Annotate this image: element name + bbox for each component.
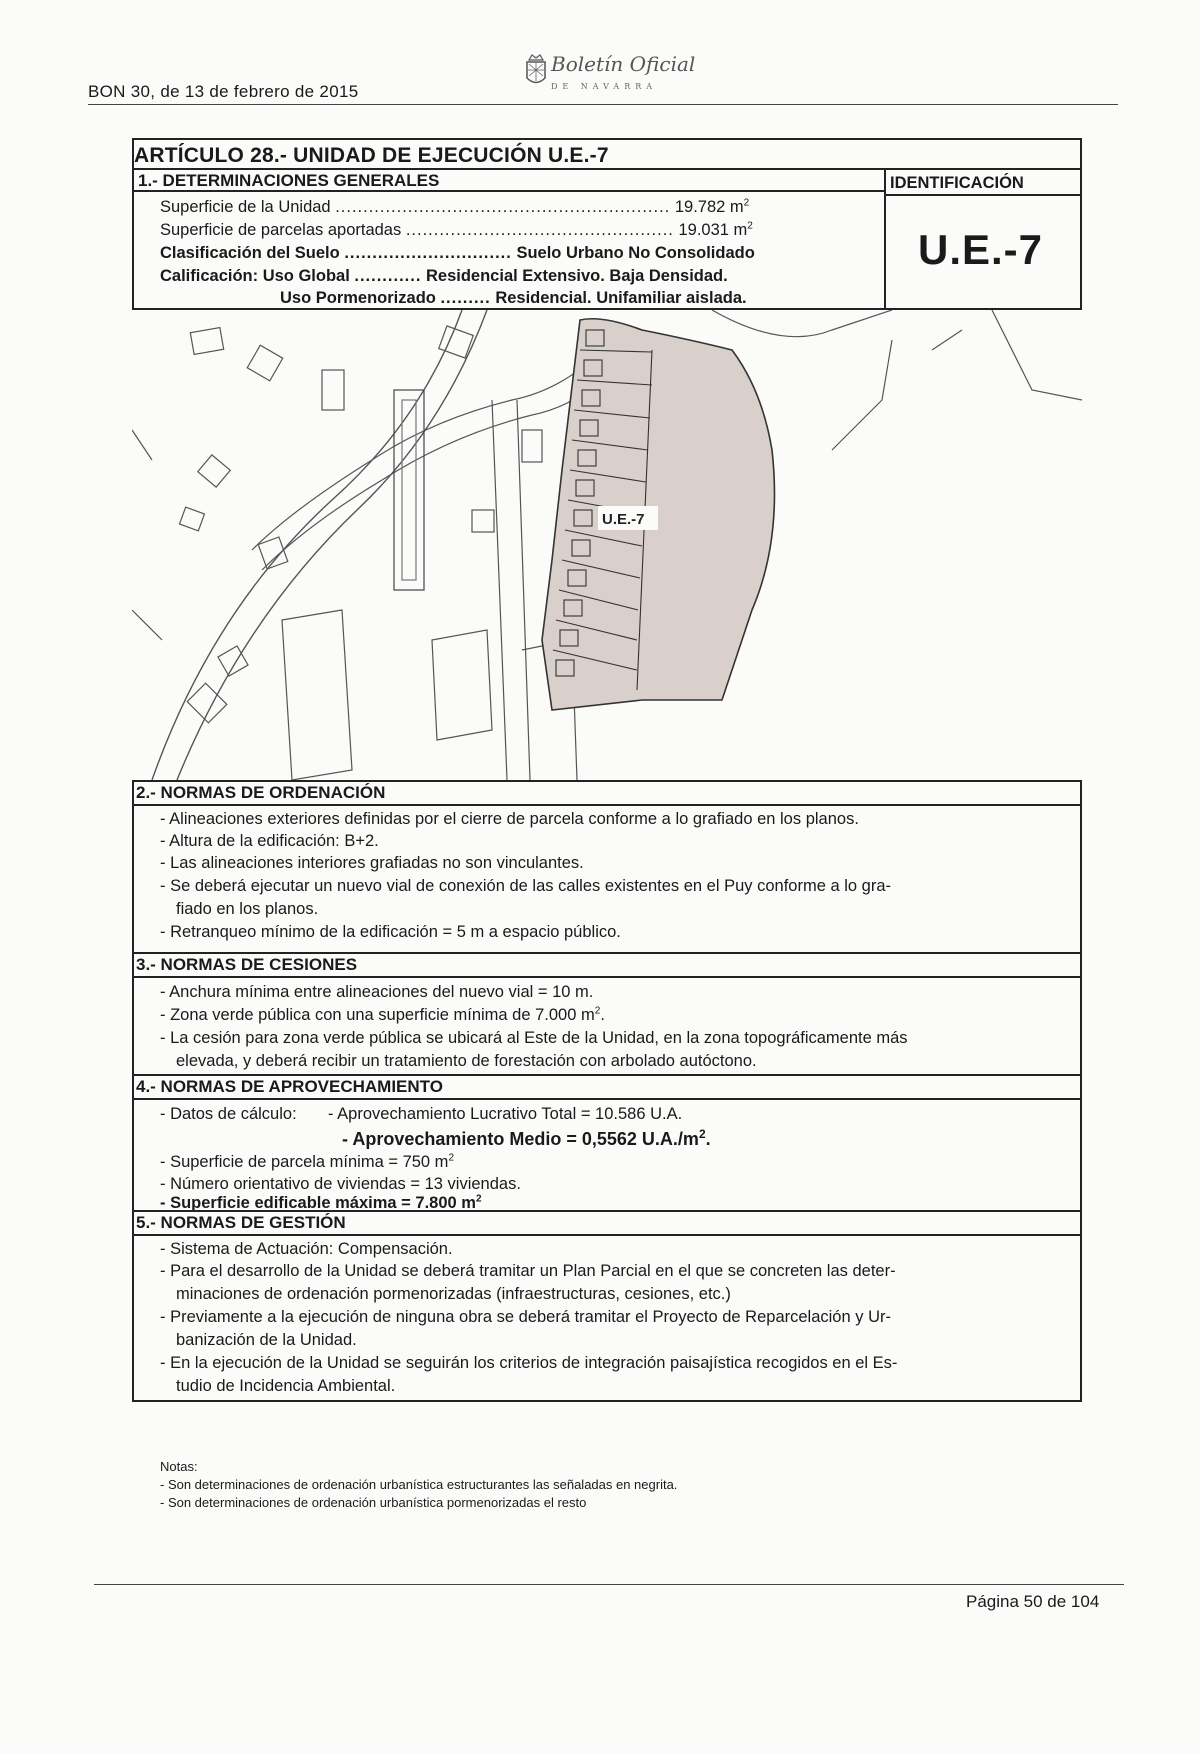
calc-total: - Aprovechamiento Lucrativo Total = 10.586 U.A. [328, 1105, 683, 1123]
section3-line [160, 1006, 605, 1025]
site-plan-drawing [132, 310, 1082, 780]
section3-line-text: - Zona verde pública con una superficie mínima de 7.000 m [160, 1006, 595, 1024]
superscript: 2 [743, 197, 750, 209]
soil-class-value: Suelo Urbano No Consolidado [516, 244, 755, 262]
calc-label: - Datos de cálculo: [160, 1105, 297, 1123]
max-buildable-text: - Superficie edificable máxima = 7.800 m [160, 1194, 476, 1212]
notes [160, 1458, 677, 1512]
parcel-min [160, 1153, 454, 1172]
surface-label: Superficie de la Unidad [160, 198, 331, 216]
superscript: 2 [747, 220, 753, 232]
leader-dots: .............................. [344, 244, 512, 262]
ue7-area [542, 319, 775, 710]
note-line: - Son determinaciones de ordenación urbanística estructurantes las señaladas en negrita. [160, 1477, 678, 1492]
detailed-use-label: Uso Pormenorizado [280, 289, 436, 307]
detailed-use-row [280, 289, 747, 308]
detailed-use-value: Residencial. Unifamiliar aislada. [495, 289, 747, 307]
section2-line: fiado en los planos. [176, 900, 319, 918]
leader-dots: ............ [354, 267, 422, 285]
section5-line: - Sistema de Actuación: Compensación. [160, 1240, 453, 1258]
section4-title-rule [132, 1098, 1082, 1100]
section2-line: - Altura de la edificación: B+2. [160, 832, 379, 850]
section5-title: 5.- NORMAS DE GESTIÓN [136, 1213, 346, 1232]
section5-title-rule [132, 1234, 1082, 1236]
bulletin-masthead [525, 48, 696, 104]
identification-label: IDENTIFICACIÓN [890, 174, 1024, 192]
notes-title: Notas: [160, 1459, 198, 1474]
surface-value: 19.782 m [674, 198, 744, 216]
leader-dots: ............................................................ [335, 198, 671, 216]
section5-line: - Para el desarrollo de la Unidad se deberá tramitar un Plan Parcial en el que se concreten las deter- [160, 1262, 896, 1280]
global-use-value: Residencial Extensivo. Baja Densidad. [426, 267, 728, 285]
section5-line: - En la ejecución de la Unidad se seguirán los criterios de integración paisajística recogidos en el Es- [160, 1354, 898, 1372]
masthead-subtitle: DE NAVARRA [551, 82, 658, 91]
section5-frame [132, 1210, 1082, 1402]
section3-line: - Anchura mínima entre alineaciones del nuevo vial = 10 m. [160, 983, 594, 1001]
leader-dots: ................................................ [405, 221, 674, 239]
identification-rule [884, 194, 1082, 196]
footer-rule [94, 1584, 1124, 1585]
parcel-surface-label: Superficie de parcelas aportadas [160, 221, 402, 239]
parcel-min-text: - Superficie de parcela mínima = 750 m [160, 1153, 449, 1171]
site-map [132, 310, 1082, 780]
line-tail: . [705, 1129, 711, 1149]
section1-title: 1.- DETERMINACIONES GENERALES [138, 171, 440, 190]
section5-line: - Previamente a la ejecución de ninguna obra se deberá tramitar el Proyecto de Reparcelación y Ur- [160, 1308, 891, 1326]
calc-medio-text: - Aprovechamiento Medio = 0,5562 U.A./m [342, 1129, 699, 1149]
section5-line: banización de la Unidad. [176, 1331, 357, 1349]
note-line: - Son determinaciones de ordenación urbanística pormenorizadas el resto [160, 1495, 587, 1510]
leader-dots: ......... [440, 289, 491, 307]
section2-title: 2.- NORMAS DE ORDENACIÓN [136, 783, 386, 802]
article-title: ARTÍCULO 28.- UNIDAD DE EJECUCIÓN U.E.-7 [134, 144, 609, 167]
header-rule [88, 104, 1118, 105]
section3-title-rule [132, 976, 1082, 978]
section5-line: minaciones de ordenación pormenorizadas (infraestructuras, cesiones, etc.) [176, 1285, 731, 1303]
navarra-crest-icon [525, 54, 547, 88]
section2-title-rule [132, 804, 1082, 806]
identification-divider [884, 168, 886, 310]
superscript: 2 [475, 1193, 482, 1205]
page-number: Página 50 de 104 [966, 1592, 1100, 1611]
section2-line: - Alineaciones exteriores definidas por el cierre de parcela conforme a lo grafiado en los planos. [160, 810, 859, 828]
section4-title: 4.- NORMAS DE APROVECHAMIENTO [136, 1077, 443, 1096]
section3-title: 3.- NORMAS DE CESIONES [136, 955, 358, 974]
dwellings: - Número orientativo de viviendas = 13 viviendas. [160, 1175, 521, 1193]
superscript: 2 [594, 1005, 601, 1017]
global-use-row [160, 267, 728, 286]
superscript: 2 [448, 1152, 454, 1164]
section3-line: elevada, y deberá recibir un tratamiento de forestación con arbolado autóctono. [176, 1052, 757, 1070]
map-unit-label: U.E.-7 [602, 511, 645, 528]
masthead-name: Boletín Oficial [551, 52, 696, 76]
bulletin-reference: BON 30, de 13 de febrero de 2015 [88, 82, 359, 101]
surface-row [160, 198, 749, 217]
parcel-surface-row [160, 221, 753, 240]
calc-medio [342, 1129, 711, 1150]
soil-class-row [160, 244, 755, 263]
soil-class-label: Clasificación del Suelo [160, 244, 340, 262]
superscript: 2 [698, 1127, 706, 1141]
section2-line: - Las alineaciones interiores grafiadas no son vinculantes. [160, 854, 584, 872]
section5-line: tudio de Incidencia Ambiental. [176, 1377, 396, 1395]
section2-line: - Se deberá ejecutar un nuevo vial de conexión de las calles existentes en el Puy conforme a lo gra- [160, 877, 892, 895]
identification-code: U.E.-7 [918, 226, 1044, 273]
parcel-surface-value: 19.031 m [678, 221, 748, 239]
section3-line: - La cesión para zona verde pública se ubicará al Este de la Unidad, en la zona topográficamente más [160, 1029, 908, 1047]
global-use-label: Calificación: Uso Global [160, 267, 350, 285]
line-tail: . [600, 1006, 605, 1024]
section2-line: - Retranqueo mínimo de la edificación = 5 m a espacio público. [160, 923, 621, 941]
